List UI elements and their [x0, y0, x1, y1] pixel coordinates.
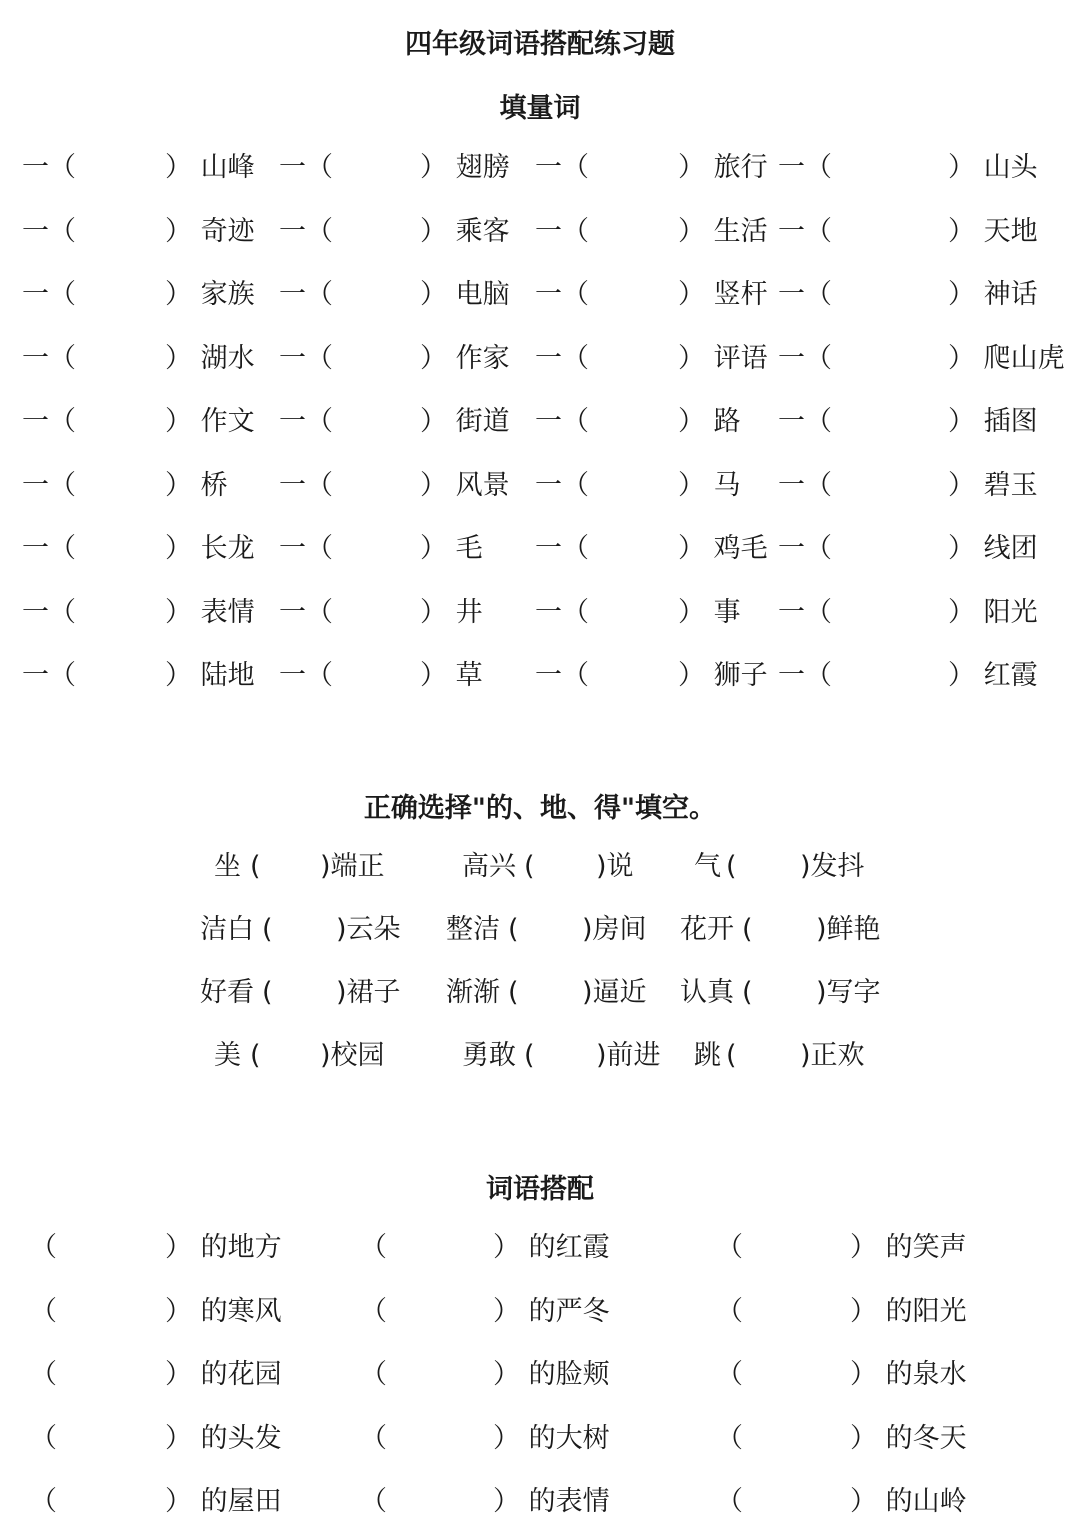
target-word: ） 作文 — [165, 406, 255, 437]
target-word: ） 奇迹 — [165, 215, 255, 247]
word-matching-row — [0, 1228, 1080, 1268]
blank-open: （ — [360, 1295, 387, 1327]
blank-open: 一（ — [22, 215, 76, 247]
blank-open: （ — [716, 1422, 743, 1454]
blank-open: ( — [250, 851, 261, 882]
word-matching-row — [0, 1482, 1080, 1522]
word-after: )说 — [596, 851, 634, 882]
blank-open: 一（ — [778, 279, 832, 310]
target-phrase: ） 的脸颊 — [493, 1359, 610, 1390]
blank-open: 一（ — [778, 215, 832, 247]
word-after: )正欢 — [800, 1040, 865, 1071]
blank-open: ( — [262, 977, 273, 1008]
blank-open: 一（ — [279, 596, 333, 628]
target-phrase: ） 的山岭 — [850, 1486, 967, 1517]
target-word: ） 风景 — [420, 469, 510, 501]
blank-open: 一（ — [535, 406, 589, 437]
blank-open: （ — [716, 1486, 743, 1517]
measure-word-row — [0, 212, 1080, 252]
target-phrase: ） 的大树 — [493, 1422, 610, 1454]
word-before: 高兴 — [462, 851, 516, 882]
de-di-de-row — [0, 910, 1080, 950]
blank-open: 一（ — [279, 152, 333, 183]
target-word: ） 神话 — [948, 279, 1038, 310]
target-word: ） 旅行 — [678, 152, 768, 183]
target-word: ） 毛 — [420, 533, 483, 564]
measure-word-row — [0, 656, 1080, 696]
target-word: ） 天地 — [948, 215, 1038, 247]
word-before: 气 — [694, 851, 721, 882]
blank-open: 一（ — [778, 533, 832, 564]
target-word: ） 山峰 — [165, 152, 255, 183]
blank-open: 一（ — [778, 596, 832, 628]
blank-open: ( — [262, 914, 273, 945]
blank-open: 一（ — [22, 660, 76, 691]
measure-word-row — [0, 402, 1080, 442]
blank-open: 一（ — [279, 215, 333, 247]
measure-word-row — [0, 529, 1080, 569]
blank-open: 一（ — [279, 660, 333, 691]
target-word: ） 翅膀 — [420, 152, 510, 183]
target-word: ） 街道 — [420, 406, 510, 437]
blank-open: 一（ — [535, 152, 589, 183]
target-phrase: ） 的花园 — [165, 1359, 282, 1390]
blank-open: （ — [30, 1486, 57, 1517]
blank-open: （ — [360, 1232, 387, 1263]
measure-word-row — [0, 339, 1080, 379]
blank-open: （ — [360, 1422, 387, 1454]
blank-open: 一（ — [535, 279, 589, 310]
section-heading-measure-words: 填量词 — [499, 93, 581, 124]
target-phrase: ） 的泉水 — [850, 1359, 967, 1390]
blank-open: 一（ — [778, 152, 832, 183]
word-after: )逼近 — [582, 977, 647, 1008]
target-phrase: ） 的红霞 — [493, 1232, 610, 1263]
worksheet-title: 四年级词语搭配练习题 — [405, 29, 675, 60]
blank-open: （ — [360, 1359, 387, 1390]
word-after: )写字 — [816, 977, 881, 1008]
word-after: )房间 — [582, 914, 647, 945]
word-after: )前进 — [596, 1040, 661, 1071]
word-after: )端正 — [320, 851, 385, 882]
blank-open: （ — [30, 1422, 57, 1454]
target-word: ） 长龙 — [165, 533, 255, 564]
blank-open: 一（ — [778, 469, 832, 501]
target-word: ） 生活 — [678, 215, 768, 247]
de-di-de-row — [0, 847, 1080, 887]
blank-open: 一（ — [22, 342, 76, 374]
target-word: ） 路 — [678, 406, 741, 437]
target-word: ） 山头 — [948, 152, 1038, 183]
blank-open: ( — [524, 1040, 535, 1071]
word-before: 洁白 — [200, 914, 254, 945]
target-word: ） 事 — [678, 596, 741, 628]
blank-open: 一（ — [279, 279, 333, 310]
word-after: )裙子 — [336, 977, 401, 1008]
blank-open: 一（ — [22, 533, 76, 564]
word-before: 整洁 — [446, 914, 500, 945]
word-before: 美 — [214, 1040, 241, 1071]
target-phrase: ） 的表情 — [493, 1486, 610, 1517]
blank-open: （ — [716, 1359, 743, 1390]
blank-open: 一（ — [279, 342, 333, 374]
target-phrase: ） 的屋田 — [165, 1486, 282, 1517]
section-heading-word-matching: 词语搭配 — [486, 1174, 594, 1205]
target-word: ） 陆地 — [165, 660, 255, 691]
target-phrase: ） 的严冬 — [493, 1295, 610, 1327]
target-word: ） 阳光 — [948, 596, 1038, 628]
target-word: ） 乘客 — [420, 215, 510, 247]
target-word: ） 草 — [420, 660, 483, 691]
blank-open: ( — [524, 851, 535, 882]
target-phrase: ） 的头发 — [165, 1422, 282, 1454]
target-word: ） 家族 — [165, 279, 255, 310]
measure-word-row — [0, 466, 1080, 506]
target-word: ） 竖杆 — [678, 279, 768, 310]
blank-open: ( — [508, 914, 519, 945]
blank-open: 一（ — [22, 596, 76, 628]
blank-open: 一（ — [535, 596, 589, 628]
blank-open: （ — [716, 1295, 743, 1327]
word-after: )发抖 — [800, 851, 865, 882]
de-di-de-row — [0, 973, 1080, 1013]
blank-open: 一（ — [279, 406, 333, 437]
word-matching-row — [0, 1292, 1080, 1332]
word-before: 勇敢 — [462, 1040, 516, 1071]
blank-open: 一（ — [535, 215, 589, 247]
word-after: )校园 — [320, 1040, 385, 1071]
blank-open: 一（ — [778, 342, 832, 374]
target-phrase: ） 的寒风 — [165, 1295, 282, 1327]
blank-open: 一（ — [535, 533, 589, 564]
word-after: )鲜艳 — [816, 914, 881, 945]
target-word: ） 爬山虎 — [948, 342, 1065, 374]
blank-open: ( — [726, 1040, 737, 1071]
target-word: ） 线团 — [948, 533, 1038, 564]
blank-open: （ — [30, 1232, 57, 1263]
blank-open: 一（ — [22, 152, 76, 183]
target-word: ） 作家 — [420, 342, 510, 374]
section-heading-de-di-de: 正确选择"的、地、得"填空。 — [363, 793, 717, 824]
word-before: 渐渐 — [446, 977, 500, 1008]
word-before: 好看 — [200, 977, 254, 1008]
measure-word-row — [0, 148, 1080, 188]
target-phrase: ） 的冬天 — [850, 1422, 967, 1454]
blank-open: （ — [360, 1486, 387, 1517]
word-before: 跳 — [694, 1040, 721, 1071]
blank-open: （ — [716, 1232, 743, 1263]
word-before: 花开 — [680, 914, 734, 945]
blank-open: ( — [726, 851, 737, 882]
target-word: ） 狮子 — [678, 660, 768, 691]
blank-open: 一（ — [279, 469, 333, 501]
blank-open: 一（ — [22, 469, 76, 501]
measure-word-row — [0, 593, 1080, 633]
target-word: ） 马 — [678, 469, 741, 501]
target-phrase: ） 的地方 — [165, 1232, 282, 1263]
blank-open: 一（ — [22, 406, 76, 437]
word-matching-row — [0, 1419, 1080, 1459]
blank-open: 一（ — [22, 279, 76, 310]
target-phrase: ） 的阳光 — [850, 1295, 967, 1327]
blank-open: ( — [508, 977, 519, 1008]
blank-open: 一（ — [778, 406, 832, 437]
measure-word-row — [0, 275, 1080, 315]
target-word: ） 鸡毛 — [678, 533, 768, 564]
blank-open: ( — [742, 977, 753, 1008]
target-word: ） 桥 — [165, 469, 228, 501]
target-word: ） 评语 — [678, 342, 768, 374]
blank-open: 一（ — [535, 660, 589, 691]
blank-open: ( — [742, 914, 753, 945]
target-word: ） 湖水 — [165, 342, 255, 374]
target-word: ） 红霞 — [948, 660, 1038, 691]
target-phrase: ） 的笑声 — [850, 1232, 967, 1263]
word-before: 认真 — [680, 977, 734, 1008]
target-word: ） 插图 — [948, 406, 1038, 437]
blank-open: 一（ — [535, 342, 589, 374]
target-word: ） 电脑 — [420, 279, 510, 310]
blank-open: （ — [30, 1295, 57, 1327]
word-before: 坐 — [214, 851, 241, 882]
blank-open: （ — [30, 1359, 57, 1390]
blank-open: 一（ — [279, 533, 333, 564]
target-word: ） 碧玉 — [948, 469, 1038, 501]
word-matching-row — [0, 1355, 1080, 1395]
de-di-de-row — [0, 1036, 1080, 1076]
blank-open: ( — [250, 1040, 261, 1071]
blank-open: 一（ — [535, 469, 589, 501]
blank-open: 一（ — [778, 660, 832, 691]
target-word: ） 井 — [420, 596, 483, 628]
target-word: ） 表情 — [165, 596, 255, 628]
word-after: )云朵 — [336, 914, 401, 945]
